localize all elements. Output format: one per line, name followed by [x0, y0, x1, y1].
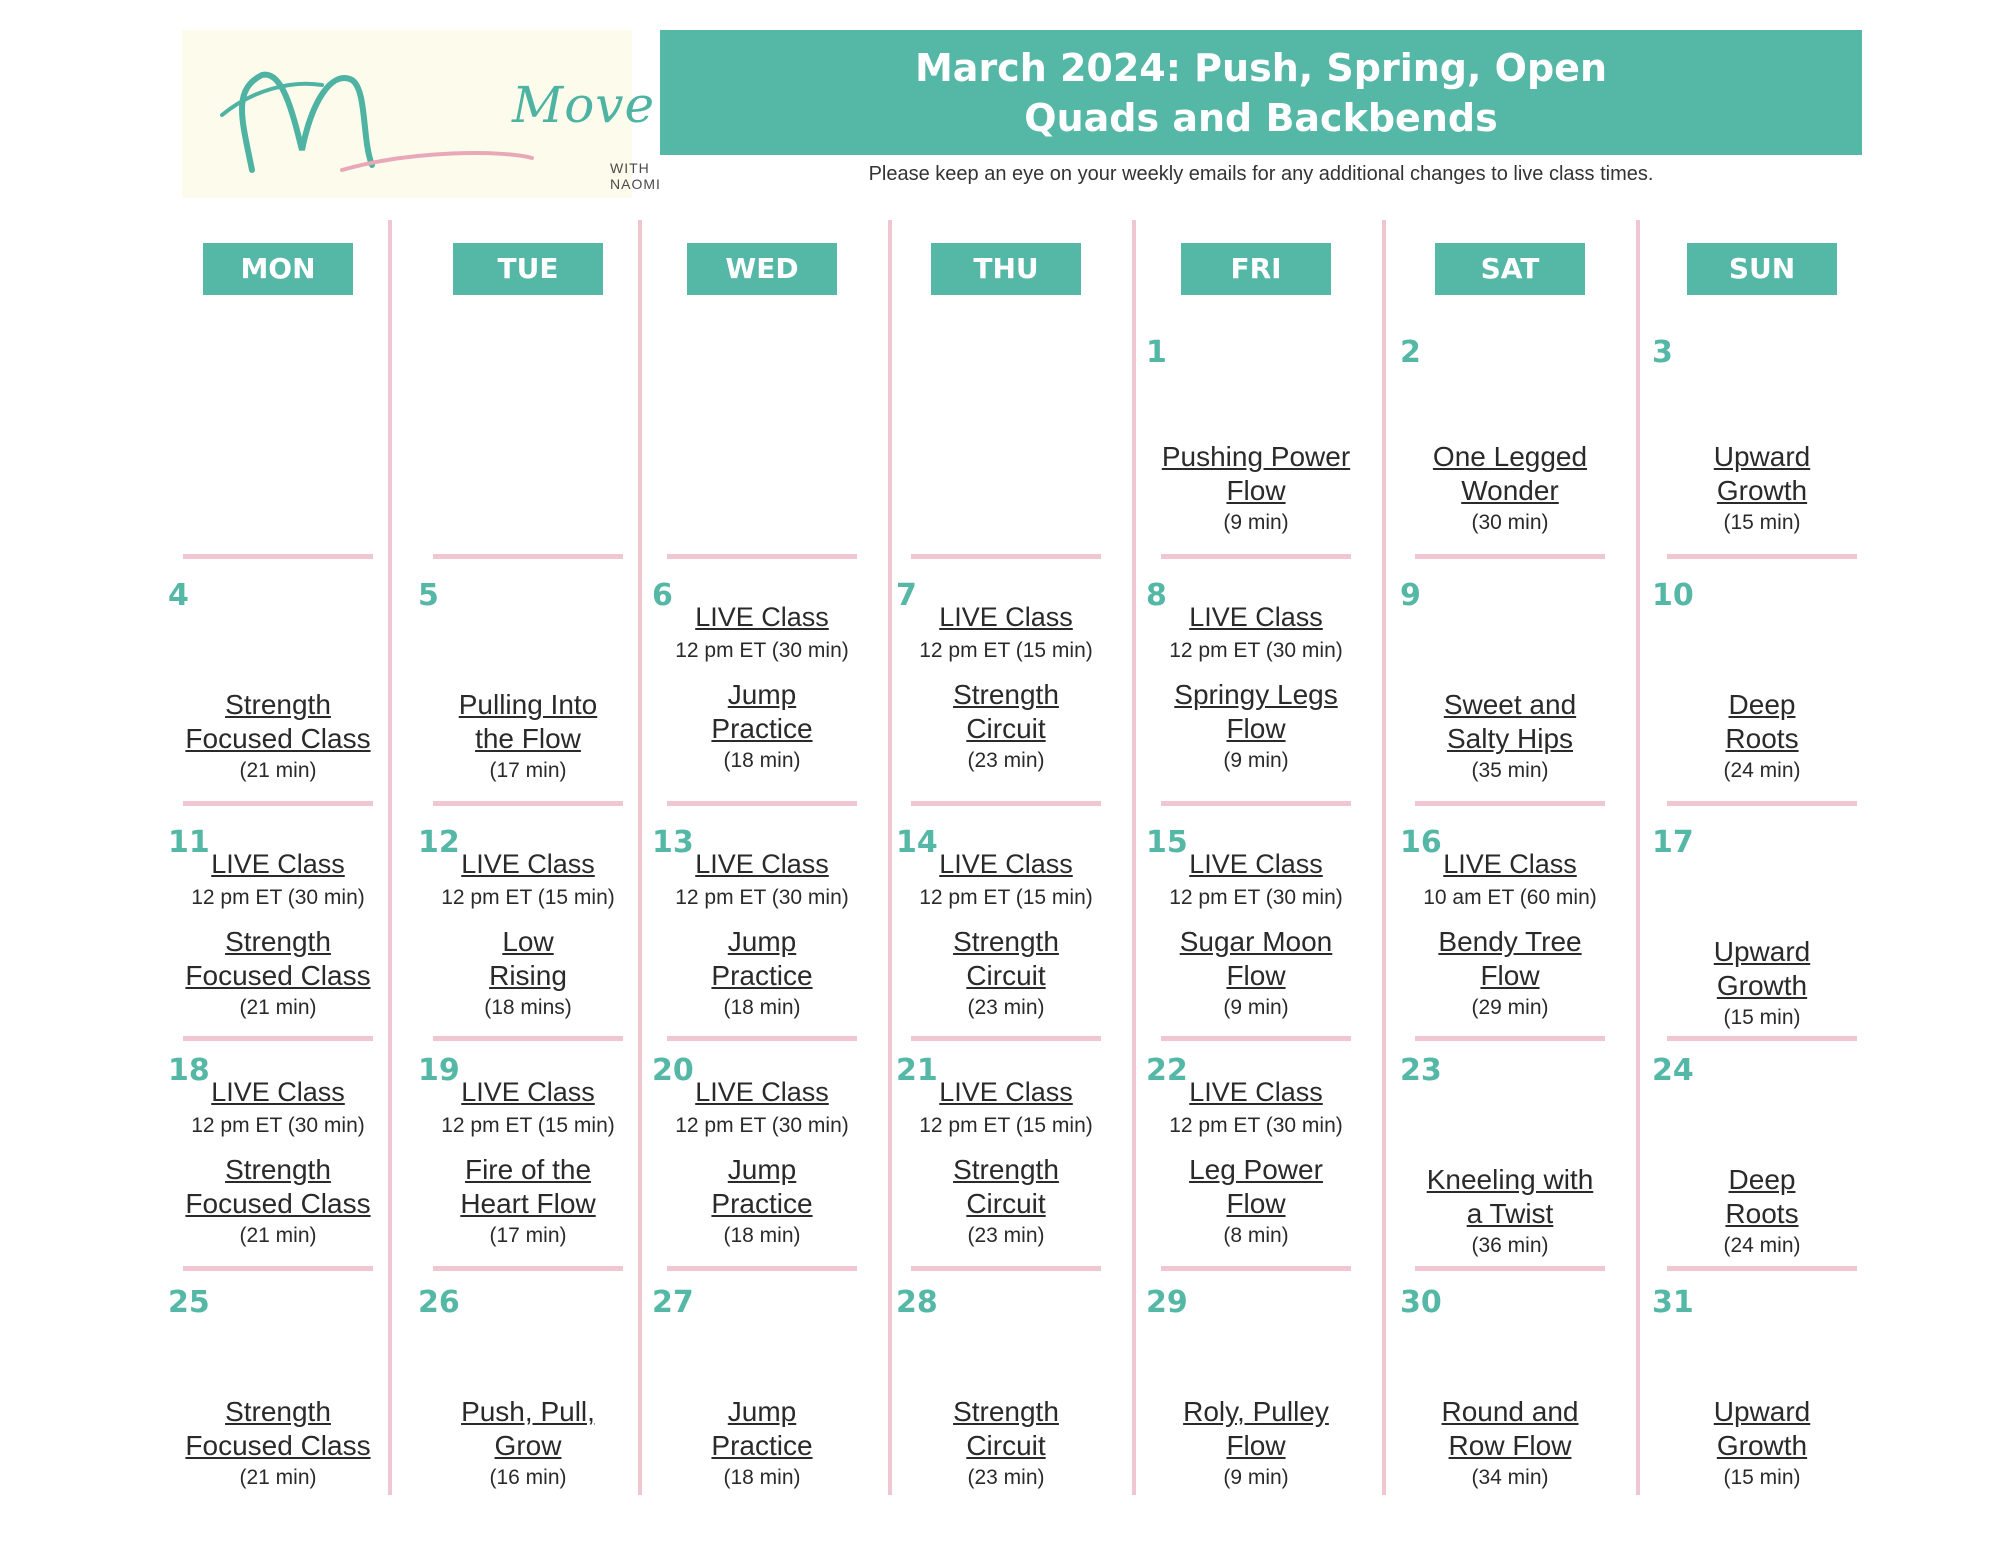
row-divider	[1161, 801, 1351, 806]
day-number: 9	[1400, 578, 1421, 613]
class-title-line: Circuit	[966, 713, 1046, 744]
class-title-line: Deep	[1728, 689, 1796, 720]
class-title-link[interactable]	[173, 1395, 383, 1463]
day-number: 29	[1146, 1285, 1188, 1320]
class-title-link[interactable]	[1657, 1163, 1867, 1231]
class-title-line: Focused Class	[185, 1188, 371, 1219]
class-title-line: Roots	[1725, 723, 1799, 754]
spacer	[1151, 668, 1361, 678]
class-title-line: Round and	[1441, 1396, 1579, 1427]
live-class-time: 12 pm ET (30 min)	[191, 1114, 365, 1137]
class-duration: (18 min)	[723, 1224, 801, 1247]
day-number: 18	[168, 1053, 210, 1088]
class-title-line: Grow	[494, 1430, 562, 1461]
day-number: 13	[652, 825, 694, 860]
class-listing	[901, 847, 1111, 1023]
class-title-link[interactable]	[1405, 688, 1615, 756]
class-title-line: Kneeling with	[1426, 1164, 1594, 1195]
column-divider	[1382, 220, 1386, 1495]
class-duration: (16 min)	[489, 1466, 567, 1489]
class-title-line: Focused Class	[185, 723, 371, 754]
live-class-time: 12 pm ET (15 min)	[441, 1114, 615, 1137]
spacer	[173, 1143, 383, 1153]
class-title-link[interactable]	[1151, 678, 1361, 746]
class-duration: (15 min)	[1723, 1466, 1801, 1489]
class-duration: (9 min)	[1223, 511, 1289, 534]
class-title-line: Fire of the	[464, 1154, 592, 1185]
class-title-line: Practice	[711, 960, 813, 991]
class-title-link[interactable]	[1151, 1153, 1361, 1221]
class-duration: (15 min)	[1723, 1006, 1801, 1029]
live-class-link[interactable]: LIVE Class	[695, 849, 829, 879]
schedule-note: Please keep an eye on your weekly emails for any additional changes to live class times.	[868, 163, 1654, 185]
column-divider	[1132, 220, 1136, 1495]
row-divider	[1667, 1036, 1857, 1041]
spacer	[901, 668, 1111, 678]
class-duration: (18 min)	[723, 996, 801, 1019]
live-class-time: 12 pm ET (30 min)	[675, 886, 849, 909]
class-listing	[173, 847, 383, 1023]
day-number: 6	[652, 578, 673, 613]
live-class-link[interactable]: LIVE Class	[461, 849, 595, 879]
day-header-mon: MON	[203, 243, 353, 295]
row-divider	[1415, 1266, 1605, 1271]
live-class-time: 12 pm ET (15 min)	[919, 639, 1093, 662]
live-class-link[interactable]: LIVE Class	[939, 849, 1073, 879]
class-title-line: Strength	[225, 1154, 331, 1185]
class-title-line: Practice	[711, 713, 813, 744]
class-duration: (23 min)	[967, 996, 1045, 1019]
class-title-link[interactable]	[173, 688, 383, 756]
class-title-line: Flow	[1480, 960, 1540, 991]
spacer	[423, 1143, 633, 1153]
class-title-line: Strength	[225, 689, 331, 720]
day-number: 27	[652, 1285, 694, 1320]
class-listing	[173, 688, 383, 786]
live-class-link[interactable]: LIVE Class	[695, 602, 829, 632]
class-listing	[901, 600, 1111, 776]
spacer	[1151, 915, 1361, 925]
class-listing	[1151, 1075, 1361, 1251]
class-duration: (23 min)	[967, 1466, 1045, 1489]
live-class-time: 12 pm ET (30 min)	[191, 886, 365, 909]
class-duration: (24 min)	[1723, 1234, 1801, 1257]
class-title-line: Low	[502, 926, 554, 957]
column-divider	[1636, 220, 1640, 1495]
row-divider	[183, 554, 373, 559]
class-listing	[1657, 935, 1867, 1033]
live-class-link[interactable]: LIVE Class	[1189, 602, 1323, 632]
class-duration: (36 min)	[1471, 1234, 1549, 1257]
class-title-link[interactable]	[173, 1153, 383, 1221]
class-title-line: Deep	[1728, 1164, 1796, 1195]
row-divider	[1415, 1036, 1605, 1041]
row-divider	[183, 801, 373, 806]
class-title-line: Sugar Moon	[1179, 926, 1333, 957]
class-listing	[423, 688, 633, 786]
class-listing	[423, 847, 633, 1023]
class-duration: (9 min)	[1223, 1466, 1289, 1489]
class-title-line: Growth	[1716, 475, 1808, 506]
spacer	[657, 915, 867, 925]
class-title-link[interactable]	[1405, 925, 1615, 993]
class-duration: (18 mins)	[484, 996, 572, 1019]
class-duration: (30 min)	[1471, 511, 1549, 534]
row-divider	[1667, 1266, 1857, 1271]
day-number: 8	[1146, 578, 1167, 613]
class-title-line: Pushing Power	[1161, 441, 1351, 472]
class-title-line: Circuit	[966, 1430, 1046, 1461]
live-class-link[interactable]: LIVE Class	[1189, 849, 1323, 879]
class-title-line: Flow	[1226, 1430, 1286, 1461]
day-header-tue: TUE	[453, 243, 603, 295]
class-listing	[1405, 847, 1615, 1023]
class-duration: (23 min)	[967, 1224, 1045, 1247]
class-duration: (18 min)	[723, 1466, 801, 1489]
class-title-line: Growth	[1716, 970, 1808, 1001]
class-duration: (21 min)	[239, 1466, 317, 1489]
class-title-link[interactable]	[901, 1395, 1111, 1463]
day-number: 25	[168, 1285, 210, 1320]
spacer	[423, 915, 633, 925]
class-duration: (35 min)	[1471, 759, 1549, 782]
class-listing	[423, 1075, 633, 1251]
class-listing	[1657, 688, 1867, 786]
live-class-time: 12 pm ET (30 min)	[675, 1114, 849, 1137]
class-title-line: Flow	[1226, 1188, 1286, 1219]
day-number: 22	[1146, 1053, 1188, 1088]
spacer	[1151, 1143, 1361, 1153]
row-divider	[1161, 554, 1351, 559]
class-title-line: Upward	[1713, 441, 1811, 472]
class-listing	[1405, 1163, 1615, 1261]
class-title-line: Sweet and	[1443, 689, 1577, 720]
class-listing	[173, 1395, 383, 1493]
class-duration: (21 min)	[239, 996, 317, 1019]
class-title-line: Bendy Tree	[1438, 926, 1582, 957]
day-header-sat: SAT	[1435, 243, 1585, 295]
class-title-line: Jump	[727, 1154, 797, 1185]
class-listing	[901, 1395, 1111, 1493]
day-number: 26	[418, 1285, 460, 1320]
class-title-line: Row Flow	[1448, 1430, 1572, 1461]
class-title-link[interactable]	[1405, 1395, 1615, 1463]
class-title-line: Focused Class	[185, 960, 371, 991]
class-duration: (9 min)	[1223, 749, 1289, 772]
spacer	[901, 1143, 1111, 1153]
class-title-line: Roots	[1725, 1198, 1799, 1229]
class-title-link[interactable]	[1657, 688, 1867, 756]
logo-subtitle: WITH NAOMI	[610, 160, 661, 192]
class-title-line: Flow	[1226, 713, 1286, 744]
class-title-line: Strength	[953, 926, 1059, 957]
class-listing	[1151, 440, 1361, 538]
live-class-link[interactable]: LIVE Class	[211, 1077, 345, 1107]
class-listing	[657, 847, 867, 1023]
class-duration: (29 min)	[1471, 996, 1549, 1019]
day-header-wed: WED	[687, 243, 837, 295]
live-class-time: 12 pm ET (15 min)	[919, 1114, 1093, 1137]
class-title-line: Wonder	[1461, 475, 1559, 506]
row-divider	[667, 1036, 857, 1041]
live-class-time: 12 pm ET (15 min)	[919, 886, 1093, 909]
class-title-link[interactable]	[1657, 440, 1867, 508]
class-title-line: Practice	[711, 1430, 813, 1461]
column-divider	[638, 220, 642, 1495]
class-title-line: Strength	[953, 1154, 1059, 1185]
class-listing	[1657, 1395, 1867, 1493]
class-title-line: Growth	[1716, 1430, 1808, 1461]
class-title-line: Salty Hips	[1446, 723, 1574, 754]
live-class-time: 12 pm ET (30 min)	[1169, 639, 1343, 662]
row-divider	[1161, 1266, 1351, 1271]
class-title-link[interactable]	[657, 678, 867, 746]
class-title-link[interactable]	[1405, 440, 1615, 508]
class-title-link[interactable]	[1151, 1395, 1361, 1463]
class-listing	[657, 1395, 867, 1493]
live-class-time: 12 pm ET (30 min)	[1169, 1114, 1343, 1137]
class-title-line: Jump	[727, 679, 797, 710]
day-number: 3	[1652, 335, 1673, 370]
class-title-line: Springy Legs	[1174, 679, 1338, 710]
class-title-link[interactable]	[1657, 935, 1867, 1003]
spacer	[1405, 915, 1615, 925]
class-duration: (18 min)	[723, 749, 801, 772]
class-listing	[1405, 440, 1615, 538]
class-title-link[interactable]	[1151, 925, 1361, 993]
class-listing	[1405, 1395, 1615, 1493]
spacer	[657, 668, 867, 678]
class-duration: (8 min)	[1223, 1224, 1289, 1247]
class-title-link[interactable]	[657, 1153, 867, 1221]
class-title-line: Jump	[727, 1396, 797, 1427]
spacer	[901, 915, 1111, 925]
live-class-time: 12 pm ET (30 min)	[1169, 886, 1343, 909]
row-divider	[667, 1266, 857, 1271]
day-number: 10	[1652, 578, 1694, 613]
column-divider	[388, 220, 392, 1495]
day-header-thu: THU	[931, 243, 1081, 295]
class-title-line: Circuit	[966, 1188, 1046, 1219]
class-title-line: Practice	[711, 1188, 813, 1219]
class-title-line: Strength	[953, 1396, 1059, 1427]
class-listing	[1151, 1395, 1361, 1493]
day-number: 23	[1400, 1053, 1442, 1088]
live-class-time: 12 pm ET (30 min)	[675, 639, 849, 662]
class-title-link[interactable]	[1151, 440, 1361, 508]
class-title-line: Upward	[1713, 1396, 1811, 1427]
day-number: 2	[1400, 335, 1421, 370]
row-divider	[911, 1266, 1101, 1271]
class-duration: (23 min)	[967, 749, 1045, 772]
class-title-line: Flow	[1226, 960, 1286, 991]
class-title-link[interactable]	[423, 688, 633, 756]
day-number: 21	[896, 1053, 938, 1088]
class-title-link[interactable]	[423, 925, 633, 993]
day-number: 24	[1652, 1053, 1694, 1088]
live-class-link[interactable]: LIVE Class	[695, 1077, 829, 1107]
class-duration: (21 min)	[239, 759, 317, 782]
class-title-link[interactable]	[423, 1395, 633, 1463]
day-number: 30	[1400, 1285, 1442, 1320]
row-divider	[667, 554, 857, 559]
row-divider	[911, 554, 1101, 559]
page-title-line-2: Quads and Backbends	[1024, 95, 1498, 140]
day-number: 12	[418, 825, 460, 860]
class-title-line: a Twist	[1466, 1198, 1554, 1229]
live-class-link[interactable]: LIVE Class	[211, 849, 345, 879]
row-divider	[433, 1036, 623, 1041]
class-duration: (17 min)	[489, 759, 567, 782]
class-listing	[1405, 688, 1615, 786]
day-number: 7	[896, 578, 917, 613]
page-title-banner	[660, 30, 1862, 155]
row-divider	[911, 1036, 1101, 1041]
class-listing	[173, 1075, 383, 1251]
live-class-link[interactable]: LIVE Class	[461, 1077, 595, 1107]
day-number: 5	[418, 578, 439, 613]
class-title-link[interactable]	[657, 1395, 867, 1463]
class-title-line: Flow	[1226, 475, 1286, 506]
live-class-link[interactable]: LIVE Class	[1189, 1077, 1323, 1107]
class-title-line: Focused Class	[185, 1430, 371, 1461]
live-class-time: 10 am ET (60 min)	[1423, 886, 1597, 909]
live-class-link[interactable]: LIVE Class	[1443, 849, 1577, 879]
day-number: 31	[1652, 1285, 1694, 1320]
class-listing	[423, 1395, 633, 1493]
class-title-link[interactable]	[657, 925, 867, 993]
class-title-link[interactable]	[423, 1153, 633, 1221]
row-divider	[1667, 554, 1857, 559]
class-duration: (24 min)	[1723, 759, 1801, 782]
class-duration: (21 min)	[239, 1224, 317, 1247]
day-number: 14	[896, 825, 938, 860]
class-title-link[interactable]	[173, 925, 383, 993]
class-title-line: Pulling Into	[458, 689, 598, 720]
class-duration: (15 min)	[1723, 511, 1801, 534]
class-listing	[657, 600, 867, 776]
day-number: 20	[652, 1053, 694, 1088]
class-title-line: Push, Pull,	[461, 1396, 595, 1427]
row-divider	[1667, 801, 1857, 806]
row-divider	[433, 801, 623, 806]
class-title-link[interactable]	[901, 1153, 1111, 1221]
class-title-line: Upward	[1713, 936, 1811, 967]
row-divider	[667, 801, 857, 806]
day-header-sun: SUN	[1687, 243, 1837, 295]
class-title-line: Rising	[489, 960, 567, 991]
logo-word: Move	[512, 76, 656, 134]
class-title-link[interactable]	[901, 678, 1111, 746]
class-listing	[1657, 440, 1867, 538]
class-title-line: Strength	[225, 1396, 331, 1427]
class-duration: (34 min)	[1471, 1466, 1549, 1489]
class-listing	[657, 1075, 867, 1251]
day-number: 15	[1146, 825, 1188, 860]
class-listing	[1151, 847, 1361, 1023]
class-listing	[901, 1075, 1111, 1251]
class-title-line: the Flow	[475, 723, 581, 754]
day-number: 17	[1652, 825, 1694, 860]
day-number: 19	[418, 1053, 460, 1088]
live-class-time: 12 pm ET (15 min)	[441, 886, 615, 909]
row-divider	[1415, 554, 1605, 559]
class-title-line: Circuit	[966, 960, 1046, 991]
class-title-line: Strength	[225, 926, 331, 957]
day-number: 11	[168, 825, 210, 860]
class-title-link[interactable]	[1657, 1395, 1867, 1463]
spacer	[173, 915, 383, 925]
class-title-line: Jump	[727, 926, 797, 957]
row-divider	[183, 1266, 373, 1271]
day-number: 1	[1146, 335, 1167, 370]
column-divider	[888, 220, 892, 1495]
row-divider	[1161, 1036, 1351, 1041]
day-header-fri: FRI	[1181, 243, 1331, 295]
live-class-link[interactable]: LIVE Class	[939, 602, 1073, 632]
page-title-line-1: March 2024: Push, Spring, Open	[914, 45, 1607, 90]
class-title-line: Roly, Pulley	[1183, 1396, 1329, 1427]
class-title-line: Heart Flow	[460, 1188, 596, 1219]
day-number: 4	[168, 578, 189, 613]
class-duration: (9 min)	[1223, 996, 1289, 1019]
class-listing	[1657, 1163, 1867, 1261]
class-title-link[interactable]	[1405, 1163, 1615, 1231]
day-number: 16	[1400, 825, 1442, 860]
row-divider	[1415, 801, 1605, 806]
row-divider	[911, 801, 1101, 806]
row-divider	[433, 554, 623, 559]
class-title-line: One Legged	[1432, 441, 1588, 472]
spacer	[657, 1143, 867, 1153]
brand-logo	[182, 30, 661, 198]
class-title-link[interactable]	[901, 925, 1111, 993]
class-title-line: Strength	[953, 679, 1059, 710]
class-listing	[1151, 600, 1361, 776]
class-title-line: Leg Power	[1189, 1154, 1323, 1185]
class-duration: (17 min)	[489, 1224, 567, 1247]
row-divider	[183, 1036, 373, 1041]
live-class-link[interactable]: LIVE Class	[939, 1077, 1073, 1107]
row-divider	[433, 1266, 623, 1271]
day-number: 28	[896, 1285, 938, 1320]
